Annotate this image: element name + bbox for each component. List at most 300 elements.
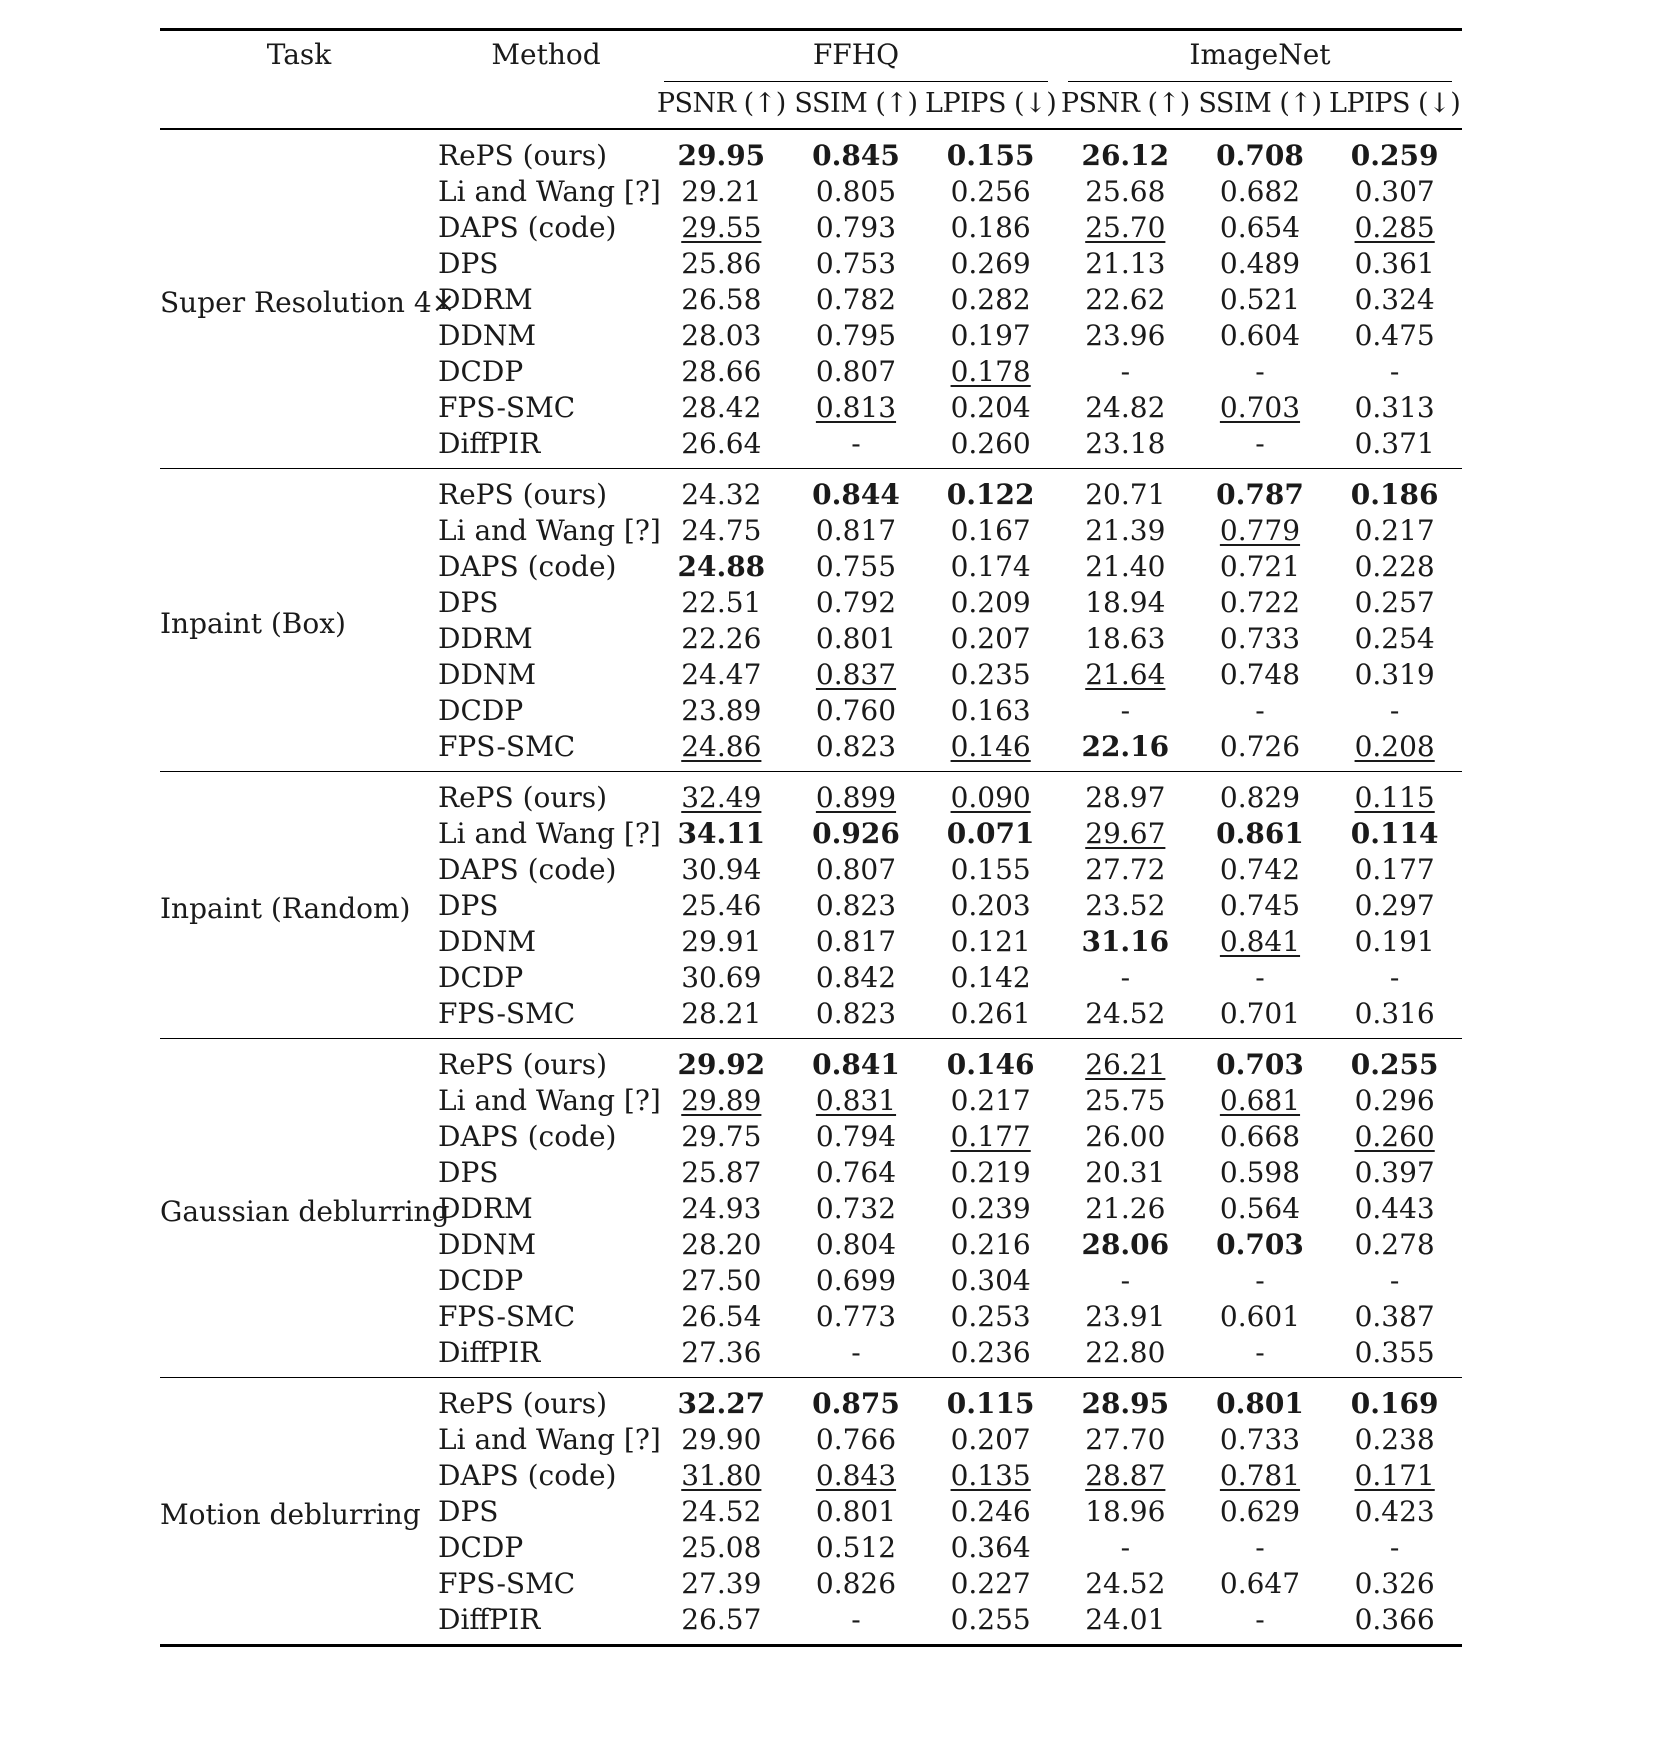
metric-value: 0.387 <box>1354 1300 1435 1333</box>
metric-value: 0.782 <box>815 283 897 316</box>
metric-value: 0.246 <box>950 1495 1031 1528</box>
metric-value: 0.703 <box>1216 1048 1304 1081</box>
metric-cell <box>1327 1039 1462 1084</box>
table-row <box>160 1039 1462 1084</box>
metric-value: 0.174 <box>950 550 1031 583</box>
metric-cell <box>1193 1530 1328 1566</box>
metric-value: 29.90 <box>681 1423 762 1456</box>
metric-value: 0.326 <box>1354 1567 1435 1600</box>
header-metric-imagenet-ssim: SSIM (↑) <box>1198 88 1322 119</box>
metric-cell <box>1058 1530 1193 1566</box>
metric-cell <box>1058 469 1193 514</box>
metric-cell <box>654 1378 789 1423</box>
metric-value: 24.82 <box>1085 391 1166 424</box>
metric-cell <box>1058 621 1193 657</box>
metric-cell <box>654 246 789 282</box>
method-label: FPS-SMC <box>438 391 576 424</box>
metric-cell <box>789 693 924 729</box>
metric-value: 0.239 <box>950 1192 1031 1225</box>
metric-cell <box>789 924 924 960</box>
method-label: DAPS (code) <box>438 853 617 886</box>
metric-value: 0.792 <box>815 586 897 619</box>
metric-cell <box>789 390 924 426</box>
metric-value: - <box>1120 1531 1131 1564</box>
metric-cell <box>1327 888 1462 924</box>
metric-value: 23.91 <box>1085 1300 1166 1333</box>
metric-value: 0.521 <box>1219 283 1301 316</box>
task-label: Super Resolution 4× <box>160 286 456 319</box>
metric-value: 0.795 <box>815 319 897 352</box>
metric-value: 0.831 <box>815 1084 897 1117</box>
metric-cell <box>789 1039 924 1084</box>
metric-cell <box>789 657 924 693</box>
metric-value: 0.598 <box>1219 1156 1301 1189</box>
metric-cell <box>923 1263 1058 1299</box>
metric-cell <box>1193 513 1328 549</box>
metric-value: 0.629 <box>1219 1495 1301 1528</box>
method-label: Li and Wang [?] <box>438 1084 661 1117</box>
metric-value: 0.169 <box>1350 1387 1439 1420</box>
metric-cell <box>1327 549 1462 585</box>
metric-cell <box>923 621 1058 657</box>
metric-cell <box>654 996 789 1039</box>
metric-cell <box>923 318 1058 354</box>
metric-value: 0.071 <box>946 817 1035 850</box>
metric-cell <box>923 1458 1058 1494</box>
metric-value: 25.75 <box>1085 1084 1166 1117</box>
metric-cell <box>1193 210 1328 246</box>
method-label: Li and Wang [?] <box>438 514 661 547</box>
metric-value: 24.52 <box>1085 997 1166 1030</box>
metric-value: 0.217 <box>1354 514 1435 547</box>
metric-value: - <box>1389 1531 1400 1564</box>
metric-cell <box>1327 1335 1462 1378</box>
metric-cell <box>789 1494 924 1530</box>
metric-cell <box>1058 1458 1193 1494</box>
method-label: DAPS (code) <box>438 1459 617 1492</box>
metric-value: 0.253 <box>950 1300 1031 1333</box>
metric-value: 0.823 <box>815 997 897 1030</box>
metric-cell <box>789 1227 924 1263</box>
metric-cell <box>789 1335 924 1378</box>
metric-cell <box>1327 1566 1462 1602</box>
method-label: RePS (ours) <box>438 1048 608 1081</box>
metric-value: 0.259 <box>1350 139 1439 172</box>
method-label: RePS (ours) <box>438 478 608 511</box>
metric-cell <box>654 888 789 924</box>
metric-value: 0.732 <box>815 1192 897 1225</box>
metric-value: 0.255 <box>950 1603 1031 1636</box>
metric-cell <box>1193 174 1328 210</box>
metric-cell <box>1193 1602 1328 1646</box>
metric-cell <box>654 1227 789 1263</box>
metric-value: 24.93 <box>681 1192 762 1225</box>
metric-value: 0.813 <box>815 391 897 424</box>
method-label: FPS-SMC <box>438 1567 576 1600</box>
metric-cell <box>1193 960 1328 996</box>
header-metric-imagenet-psnr: PSNR (↑) <box>1060 88 1190 119</box>
metric-value: 0.207 <box>950 1423 1031 1456</box>
metric-value: 0.216 <box>950 1228 1031 1261</box>
metric-value: 29.21 <box>681 175 762 208</box>
metric-cell <box>654 1335 789 1378</box>
metric-cell <box>1193 852 1328 888</box>
metric-cell <box>923 996 1058 1039</box>
metric-cell <box>1327 1227 1462 1263</box>
method-label: Li and Wang [?] <box>438 175 661 208</box>
metric-value: 0.236 <box>950 1336 1031 1369</box>
metric-cell <box>923 282 1058 318</box>
metric-cell <box>923 174 1058 210</box>
metric-cell <box>1327 1602 1462 1646</box>
metric-value: 0.668 <box>1219 1120 1301 1153</box>
header-dataset-imagenet <box>1058 30 1462 87</box>
metric-value: 0.122 <box>946 478 1035 511</box>
metric-cell <box>1193 1119 1328 1155</box>
metric-cell <box>1193 816 1328 852</box>
metric-value: 0.197 <box>950 319 1031 352</box>
method-label: DiffPIR <box>438 1603 541 1636</box>
metric-value: 0.256 <box>950 175 1031 208</box>
metric-cell <box>1193 1458 1328 1494</box>
metric-value: 28.66 <box>681 355 762 388</box>
metric-value: 24.86 <box>681 730 762 763</box>
metric-value: 26.00 <box>1085 1120 1166 1153</box>
metric-cell <box>789 585 924 621</box>
metric-value: 0.703 <box>1216 1228 1304 1261</box>
metric-cell <box>654 1155 789 1191</box>
metric-cell <box>923 1191 1058 1227</box>
metric-value: 27.70 <box>1085 1423 1166 1456</box>
metric-cell <box>654 1299 789 1335</box>
method-label: DCDP <box>438 694 524 727</box>
metric-cell <box>654 1566 789 1602</box>
metric-cell <box>1058 772 1193 817</box>
header-empty-method <box>438 86 654 129</box>
metric-value: 0.647 <box>1219 1567 1301 1600</box>
metric-cell <box>654 1263 789 1299</box>
metric-cell <box>789 282 924 318</box>
metric-cell <box>1058 816 1193 852</box>
metric-cell <box>1327 1422 1462 1458</box>
metric-value: 0.355 <box>1354 1336 1435 1369</box>
metric-value: 21.64 <box>1085 658 1166 691</box>
metric-cell <box>923 426 1058 469</box>
metric-value: 0.282 <box>950 283 1031 316</box>
metric-value: 26.21 <box>1085 1048 1166 1081</box>
metric-cell <box>1327 1299 1462 1335</box>
metric-value: 0.829 <box>1219 781 1301 814</box>
metric-value: 0.207 <box>950 622 1031 655</box>
metric-cell <box>1058 354 1193 390</box>
metric-cell <box>1193 549 1328 585</box>
metric-value: 0.307 <box>1354 175 1435 208</box>
method-label: DDNM <box>438 319 537 352</box>
metric-value: 25.08 <box>681 1531 762 1564</box>
metric-value: 0.135 <box>950 1459 1031 1492</box>
metric-value: 25.86 <box>681 247 762 280</box>
metric-value: 21.39 <box>1085 514 1166 547</box>
metric-cell <box>1327 390 1462 426</box>
metric-cell <box>1058 1335 1193 1378</box>
metric-cell <box>789 1155 924 1191</box>
method-label: DiffPIR <box>438 1336 541 1369</box>
metric-value: 0.845 <box>812 139 900 172</box>
metric-value: 0.228 <box>1354 550 1435 583</box>
method-label: DCDP <box>438 1531 524 1564</box>
metric-cell <box>923 960 1058 996</box>
metric-cell <box>1193 318 1328 354</box>
metric-value: 29.92 <box>677 1048 766 1081</box>
method-label: DPS <box>438 889 499 922</box>
metric-cell <box>1327 657 1462 693</box>
metric-value: 0.114 <box>1350 817 1439 850</box>
metric-value: 26.64 <box>681 427 762 460</box>
metric-cell <box>923 1335 1058 1378</box>
metric-cell <box>654 1083 789 1119</box>
metric-cell <box>654 693 789 729</box>
metric-value: 30.94 <box>681 853 762 886</box>
metric-value: - <box>1120 961 1131 994</box>
metric-cell <box>923 1299 1058 1335</box>
metric-cell <box>923 924 1058 960</box>
metric-cell <box>789 318 924 354</box>
metric-value: 0.804 <box>815 1228 897 1261</box>
metric-value: 0.177 <box>950 1120 1031 1153</box>
metric-cell <box>1058 1191 1193 1227</box>
metric-value: 24.47 <box>681 658 762 691</box>
metric-value: 0.760 <box>815 694 897 727</box>
metric-cell <box>1058 282 1193 318</box>
metric-value: 0.512 <box>815 1531 897 1564</box>
metric-cell <box>1058 1494 1193 1530</box>
metric-value: 0.841 <box>812 1048 900 1081</box>
header-task: Task <box>266 38 332 71</box>
metric-cell <box>923 390 1058 426</box>
metric-cell <box>1193 1155 1328 1191</box>
metric-value: 18.96 <box>1085 1495 1166 1528</box>
metric-value: 28.87 <box>1085 1459 1166 1492</box>
metric-value: 0.682 <box>1219 175 1301 208</box>
metric-cell <box>654 852 789 888</box>
metric-cell <box>1058 426 1193 469</box>
metric-value: 22.80 <box>1085 1336 1166 1369</box>
metric-cell <box>1327 1263 1462 1299</box>
metric-cell <box>1327 924 1462 960</box>
metric-value: 0.443 <box>1354 1192 1435 1225</box>
metric-cell <box>654 1191 789 1227</box>
metric-cell <box>1058 549 1193 585</box>
metric-cell <box>789 960 924 996</box>
metric-value: 28.42 <box>681 391 762 424</box>
metric-cell <box>1058 318 1193 354</box>
metric-cell <box>654 657 789 693</box>
metric-value: 24.88 <box>677 550 766 583</box>
metric-cell <box>1058 996 1193 1039</box>
metric-cell <box>1327 729 1462 772</box>
metric-cell <box>1058 960 1193 996</box>
metric-cell <box>1058 924 1193 960</box>
metric-cell <box>1327 960 1462 996</box>
metric-value: 0.781 <box>1219 1459 1301 1492</box>
metric-value: 26.54 <box>681 1300 762 1333</box>
metric-cell <box>1193 585 1328 621</box>
metric-cell <box>1327 772 1462 817</box>
metric-value: - <box>1389 694 1400 727</box>
table-row <box>160 772 1462 817</box>
metric-value: 23.89 <box>681 694 762 727</box>
metric-cell <box>1058 693 1193 729</box>
metric-value: 0.261 <box>950 997 1031 1030</box>
metric-cell <box>789 1378 924 1423</box>
metric-value: 26.12 <box>1081 139 1170 172</box>
task-label: Gaussian deblurring <box>160 1195 450 1228</box>
metric-cell <box>654 1422 789 1458</box>
metric-value: 21.26 <box>1085 1192 1166 1225</box>
metric-cell <box>1058 390 1193 426</box>
metric-cell <box>654 1602 789 1646</box>
metric-cell <box>1058 513 1193 549</box>
metric-cell <box>789 549 924 585</box>
metric-value: 0.238 <box>1354 1423 1435 1456</box>
metric-value: 0.807 <box>815 355 897 388</box>
metric-value: 26.57 <box>681 1603 762 1636</box>
metric-cell <box>1327 210 1462 246</box>
metric-value: 0.745 <box>1219 889 1301 922</box>
metric-cell <box>923 1378 1058 1423</box>
metric-value: 0.604 <box>1219 319 1301 352</box>
metric-cell <box>1193 1083 1328 1119</box>
metric-value: - <box>1389 355 1400 388</box>
metric-value: 0.748 <box>1219 658 1301 691</box>
metric-value: 28.97 <box>1085 781 1166 814</box>
metric-cell <box>1327 354 1462 390</box>
method-label: Li and Wang [?] <box>438 817 661 850</box>
metric-cell <box>923 246 1058 282</box>
metric-value: 0.146 <box>950 730 1031 763</box>
metric-cell <box>789 621 924 657</box>
metric-cell <box>789 729 924 772</box>
metric-cell <box>789 772 924 817</box>
metric-cell <box>654 282 789 318</box>
metric-cell <box>789 426 924 469</box>
metric-cell <box>789 469 924 514</box>
metric-cell <box>654 924 789 960</box>
metric-value: 0.257 <box>1354 586 1435 619</box>
metric-cell <box>1193 1299 1328 1335</box>
metric-value: 0.766 <box>815 1423 897 1456</box>
metric-value: 0.361 <box>1354 247 1435 280</box>
header-metric-imagenet-lpips: LPIPS (↓) <box>1329 88 1461 119</box>
metric-value: - <box>1255 1264 1265 1297</box>
metric-value: 0.285 <box>1354 211 1435 244</box>
method-label: DDNM <box>438 1228 537 1261</box>
metric-value: 0.186 <box>1350 478 1439 511</box>
metric-cell <box>923 1602 1058 1646</box>
metric-value: 0.163 <box>950 694 1031 727</box>
metric-cell <box>1058 852 1193 888</box>
metric-value: 24.01 <box>1085 1603 1166 1636</box>
metric-cell <box>654 469 789 514</box>
metric-cell <box>789 1602 924 1646</box>
metric-cell <box>1193 129 1328 174</box>
metric-cell <box>654 1039 789 1084</box>
metric-value: 0.755 <box>815 550 897 583</box>
metric-value: - <box>851 427 861 460</box>
metric-value: 0.926 <box>812 817 900 850</box>
metric-cell <box>1327 816 1462 852</box>
metric-cell <box>923 888 1058 924</box>
metric-cell <box>654 1458 789 1494</box>
metric-cell <box>1193 772 1328 817</box>
metric-value: 0.793 <box>815 211 897 244</box>
metric-cell <box>789 246 924 282</box>
metric-cell <box>1193 354 1328 390</box>
metric-value: - <box>1255 1531 1265 1564</box>
metric-cell <box>654 729 789 772</box>
metric-value: 0.794 <box>815 1120 897 1153</box>
metric-value: 0.764 <box>815 1156 897 1189</box>
metric-value: 25.70 <box>1085 211 1166 244</box>
metric-value: 24.52 <box>681 1495 762 1528</box>
metric-value: 31.16 <box>1081 925 1170 958</box>
metric-cell <box>789 1422 924 1458</box>
metric-cell <box>923 1530 1058 1566</box>
metric-value: 24.32 <box>681 478 762 511</box>
metric-value: 0.260 <box>950 427 1031 460</box>
results-table <box>160 28 1462 1647</box>
metric-value: 0.219 <box>950 1156 1031 1189</box>
metric-value: 29.55 <box>681 211 762 244</box>
metric-cell <box>923 513 1058 549</box>
metric-value: 22.16 <box>1081 730 1170 763</box>
metric-value: 21.13 <box>1085 247 1166 280</box>
metric-value: 0.191 <box>1354 925 1435 958</box>
metric-cell <box>654 174 789 210</box>
metric-cell <box>1193 729 1328 772</box>
metric-cell <box>789 996 924 1039</box>
method-label: DDRM <box>438 283 533 316</box>
metric-value: 22.51 <box>681 586 762 619</box>
metric-value: 29.89 <box>681 1084 762 1117</box>
metric-value: 0.203 <box>950 889 1031 922</box>
header-empty-task <box>160 86 438 129</box>
metric-value: 0.090 <box>950 781 1031 814</box>
metric-cell <box>654 549 789 585</box>
metric-value: 0.722 <box>1219 586 1301 619</box>
metric-cell <box>789 1299 924 1335</box>
metric-value: 0.121 <box>950 925 1031 958</box>
metric-cell <box>1058 729 1193 772</box>
metric-value: 28.06 <box>1081 1228 1170 1261</box>
metric-value: 0.489 <box>1219 247 1301 280</box>
metric-value: 0.178 <box>950 355 1031 388</box>
header-metric-ffhq-psnr: PSNR (↑) <box>656 88 786 119</box>
metric-value: 32.49 <box>681 781 762 814</box>
metric-cell <box>1327 469 1462 514</box>
metric-value: 0.316 <box>1354 997 1435 1030</box>
metric-value: 0.842 <box>815 961 897 994</box>
metric-value: 20.71 <box>1085 478 1166 511</box>
metric-cell <box>789 888 924 924</box>
metric-value: 0.155 <box>946 139 1035 172</box>
metric-value: - <box>1255 427 1265 460</box>
metric-cell <box>923 1119 1058 1155</box>
metric-value: 28.03 <box>681 319 762 352</box>
metric-value: 0.823 <box>815 889 897 922</box>
metric-cell <box>654 354 789 390</box>
metric-cell <box>1193 1227 1328 1263</box>
